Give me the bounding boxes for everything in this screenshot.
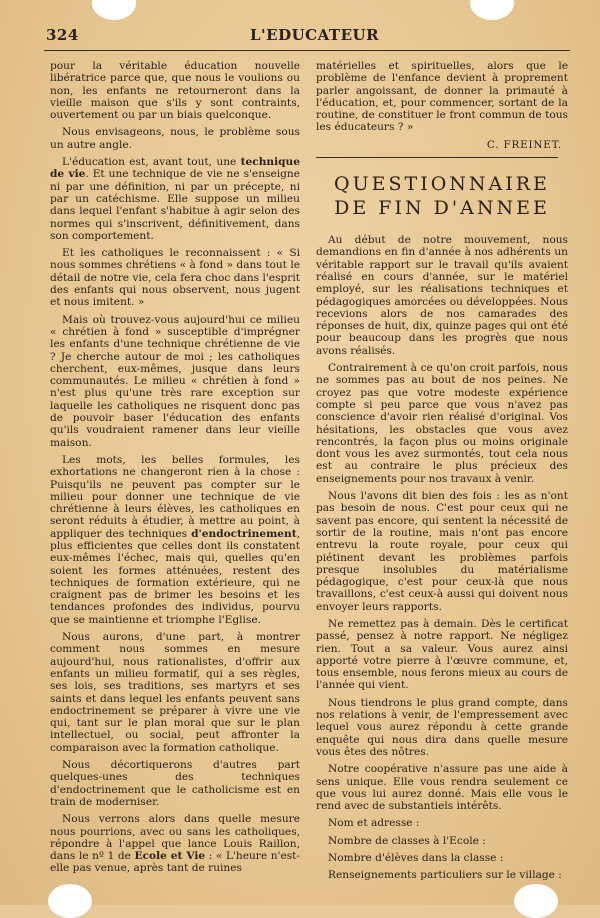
paragraph: Contrairement à ce qu'on croit parfois, nous ne sommes pas au bout de nos peines. Ne croyez pas que votre modeste expérience compte si peu parce que vous n'avez pas conscience d'avoir rien réalisé d'original. Vos hésitations, les obstacles que vous avez rencontrés, la façon plus ou moins originale dont vous les avez surmontés, tout cela nous est au contraire le plus précieux des enseignements pour nos travaux à venir. — [316, 362, 568, 485]
bold-term: technique de vie — [50, 156, 300, 181]
paragraph: Nous décortiquerons d'autres part quelques-unes des techniques d'endoctrinement que le catholicisme est en train de moderniser. — [50, 759, 300, 808]
right-column — [316, 60, 568, 887]
running-head: L'EDUCATEUR — [250, 26, 380, 44]
paragraph: pour la véritable éducation nouvelle libératrice parce que, que nous le voulions ou non, les enfants ne retourneront dans la vieille maison que s'ils y sont contraints, ouvertement ou par un biais quelconque. — [50, 60, 300, 122]
paragraph-text: Les mots, les belles formules, les exhortations ne changeront rien à la chose : Puisqu'ils ne peuvent pas compter sur le milieu pour donner une technique de vie chrétienne à leurs élèves, les catholiques en seront réduits à étudier, à mettre au point, à appliquer des techniques — [50, 453, 300, 540]
author-signature: C. FREINET. — [486, 138, 562, 151]
form-field-label: Nom et adresse : — [328, 817, 420, 830]
punch-hole — [48, 884, 92, 918]
paragraph: Et les catholiques le reconnaissent : « Si nous sommes chrétiens « à fond » dans tout le détail de notre vie, cela fera choc dans l'esprit des enfants qui nous observent, nous jugent et nous imitent. » — [50, 247, 300, 309]
paragraph-text: : « L'heure n'est-elle pas venue, après tant de ruines — [50, 850, 300, 875]
left-column — [50, 60, 300, 880]
section-divider — [316, 157, 558, 158]
header-rule — [44, 50, 570, 51]
section-title — [316, 172, 568, 220]
section-title-line: QUESTIONNAIRE — [334, 173, 550, 196]
section-title-line: DE FIN D'ANNEE — [334, 197, 550, 220]
bold-term: d'endoctrinement — [191, 527, 297, 540]
paragraph — [50, 454, 300, 626]
paragraph: Mais où trouvez-vous aujourd'hui ce milieu « chrétien à fond » susceptible d'imprégner les enfants d'une technique chrétienne de vie ? Je cherche autour de moi ; les catholiques cherchent, eux-mêmes, jusque dans leurs communautés. Le milieu « chrétien à fond » n'est plus qu'une très rare exception sur laquelle les catholiques ne risquent donc pas de pouvoir baser l'éducation des enfants qu'ils voudraient ramener dans leur vieille maison. — [50, 313, 300, 449]
punch-hole — [514, 884, 558, 918]
paragraph: Notre coopérative n'assure pas une aide à sens unique. Elle vous rendra seulement ce que vous lui aurez donné. Mais elle vous le rend avec de substantiels intérêts. — [316, 763, 568, 813]
paragraph — [50, 813, 300, 874]
paragraph: Nous tiendrons le plus grand compte, dans nos relations à venir, de l'empressement avec lequel vous aurez répondu à cette grande enquête qui nous dira dans quelle mesure vous êtes des nôtres. — [316, 696, 568, 758]
paragraph-text: L'éducation est, avant tout, une — [62, 156, 241, 169]
paragraph-text: , plus efficientes que celles dont ils constatent eux-mêmes l'échec, mais qui, quelles qu'en soient les formes atténuées, restent des techniques de formation extérieure, qui ne craignent pas de brimer les besoins et les tendances profondes des individus, pourvu que se maintienne et triomphe l'Eglise. — [50, 527, 300, 626]
form-field-label: Nombre d'élèves dans la classe : — [328, 852, 504, 865]
paragraph: Nous envisageons, nous, le problème sous un autre angle. — [50, 126, 300, 151]
form-field-label: Renseignements particuliers sur le village : — [328, 869, 562, 882]
paragraph: matérielles et spirituelles, alors que le problème de l'enfance devient à proprement parler angoissant, de donner la primauté à l'éducation, et, pour commencer, sortant de la routine, de constituer le front commun de tous les éducateurs ? » — [316, 60, 568, 134]
punch-hole — [92, 0, 136, 20]
paragraph: Ne remettez pas à demain. Dès le certificat passé, pensez à notre rapport. Ne négligez rien. Tout a sa valeur. Vous aurez ainsi apporté votre pierre à l'œuvre commune, et, tous ensemble, nous ferons mieux au cours de l'année qui vient. — [316, 617, 568, 692]
paragraph-text: . Et une technique de vie ne s'enseigne ni par une définition, ni par un précepte, ni par un catéchisme. Elle suppose un milieu dans lequel l'enfant s'habitue à agir selon des normes qui s'inscrivent, définitivement, dans son comportement. — [50, 168, 300, 242]
paragraph — [50, 156, 300, 242]
paragraph: Au début de notre mouvement, nous demandions en fin d'année à nos adhérents un véritable rapport sur le travail qu'ils avaient réalisé en cours d'année, sur le matériel employé, sur les réalisations techniques et pédagogiques amorcées ou développées. Nous recevions alors de nos camarades des réponses de huit, dix, quinze pages qui ont été pour beaucoup dans les progrès que nous avons réalisés. — [316, 234, 568, 357]
page-number: 324 — [46, 26, 79, 44]
paragraph: Nous aurons, d'une part, à montrer comment nous sommes en mesure aujourd'hui, nous rationalistes, d'offrir aux enfants un milieu formatif, qui a ses règles, ses lois, ses traditions, ses martyrs et ses saints et dans lequel les enfants peuvent sans endoctrinement se préparer à vivre une vie qui, tant sur le plan moral que sur le plan intellectuel, ou social, peut affronter la comparaison avec la formation catholique. — [50, 631, 300, 754]
punch-hole — [470, 0, 514, 20]
journal-title: Ecole et Vie — [134, 850, 206, 863]
form-field-label: Nombre de classes à l'Ecole : — [328, 834, 486, 847]
paragraph: Nous l'avons dit bien des fois : les as n'ont pas besoin de nous. C'est pour ceux qui ne savent pas encore, qui sentent la nécessité de sortir de la routine, mais n'ont pas encore entrevu la route royale, pour ceux qui piétinent devant les problèmes parfois presque insolubles du matérialisme pédagogique, c'est pour ceux-là que nous travaillons, c'est ceux-à aussi qui doivent nous envoyer leurs rapports. — [316, 490, 568, 613]
paragraph-text: Nous verrons alors dans quelle mesure nous pourrions, avec ou sans les catholiques, répondre à l'appel que lance Louis Raillon, dans le nº 1 de — [50, 813, 300, 863]
